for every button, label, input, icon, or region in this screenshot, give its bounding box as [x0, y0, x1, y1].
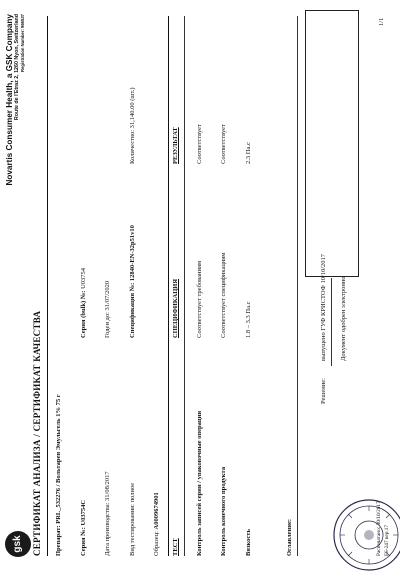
form-number: FS-247 вер.17 [384, 524, 390, 556]
decision-label: Решение: [320, 378, 327, 404]
table-header-rule [184, 16, 185, 556]
header-test: ТЕСТ [172, 538, 179, 556]
company-address: Route de l'Etraz 2, 1260 Nyon, Switzerland [14, 14, 20, 121]
approval-note: Документ одобрен электронно [340, 276, 347, 361]
header-result: РЕЗУЛЬТАТ [172, 127, 179, 164]
document-title: СЕРТИФИКАТ АНАЛИЗА / СЕРТИФИКАТ КАЧЕСТВА [32, 310, 42, 556]
product-line: Препарат: PRL_532276 / Вольтарен Эмульгель 1% 75 г [55, 394, 62, 556]
row3-result: 2.3 Па.с [245, 142, 252, 164]
decision-text: выпущено ГУФ КРИСТОФ 10/10/2017 [320, 253, 327, 361]
gsk-logo [5, 531, 31, 557]
logo-text: gsk [12, 535, 23, 553]
table-top-rule [168, 16, 169, 556]
sample-field [153, 492, 160, 556]
row2-test: Контроль конечного продукта [220, 466, 227, 556]
company-registration: Registration Number: 966537 [20, 14, 25, 72]
series-label: Серия №: [80, 527, 87, 556]
row3-test: Вязкость [245, 529, 252, 556]
company-name: Novartis Consumer Health, a GSK Company [5, 14, 14, 186]
notes-rule [297, 16, 298, 556]
printed-date: Распечатано: 30/10/2017 [376, 501, 382, 556]
header-specification: СПЕЦИФИКАЦИЯ [172, 278, 179, 338]
row1-result: Соответствует [196, 124, 203, 164]
sample-label: Образец: [153, 531, 160, 556]
sample-value: A0009674901 [153, 492, 160, 530]
manufacture-date: Дата производства: 31/08/2017 [104, 471, 111, 556]
title-divider [47, 16, 48, 556]
quantity: Количество: 31,140.00 (шт.) [129, 87, 136, 164]
row2-spec: Соответствует спецификациям [220, 252, 227, 338]
bulk-value: U03754 [80, 267, 87, 289]
row1-spec: Соответствует требованиям [196, 260, 203, 338]
row2-result: Соответствует [220, 124, 227, 164]
series-value: U03754C [80, 499, 87, 526]
row3-spec: 1.8 – 3.3 Па.с [245, 301, 252, 338]
bulk-series-field [80, 268, 87, 338]
company-block [5, 14, 25, 186]
page-number: 1/1 [378, 17, 385, 26]
expiry-date: Годен до: 31/07/2020 [104, 280, 111, 338]
decision-box [305, 10, 359, 277]
row1-test: Контроль записей серии / упаковочные операции [196, 410, 203, 556]
decision-underline [331, 278, 332, 366]
series-field [80, 500, 87, 556]
testing-type: Вид тестирования: полное [129, 482, 136, 556]
notes-label: Оглавление: [286, 518, 293, 556]
specification-number: Спецификация №: 12840-EN-32p51v10 [129, 225, 136, 338]
bulk-label: Серия (bulk) №: [80, 290, 87, 338]
